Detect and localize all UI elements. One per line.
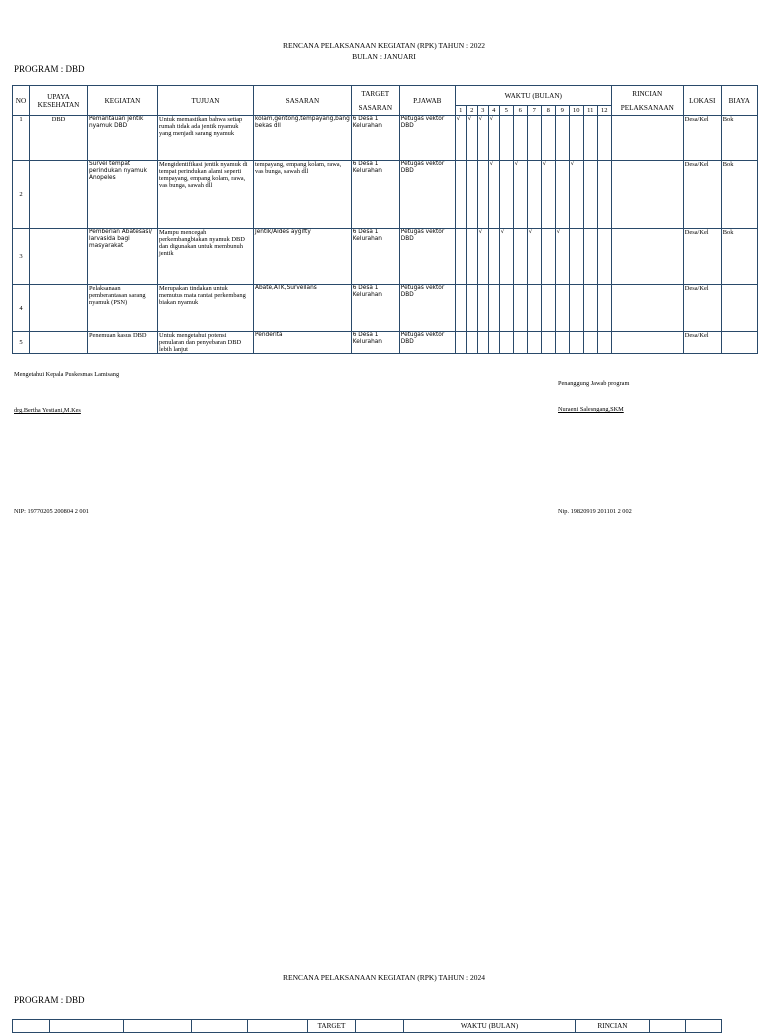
cell-rincian xyxy=(611,332,683,354)
doc2-header-cell xyxy=(650,1020,686,1033)
header-tujuan: TUJUAN xyxy=(158,86,254,116)
cell-pjawab: Petugas vektor DBD xyxy=(399,229,455,285)
header-month: 8 xyxy=(541,106,555,116)
header-month: 11 xyxy=(583,106,597,116)
cell-month-mark xyxy=(466,229,477,285)
cell-month-mark xyxy=(527,332,541,354)
cell-month-mark xyxy=(583,161,597,229)
cell-no: 3 xyxy=(13,229,30,285)
cell-no: 5 xyxy=(13,332,30,354)
cell-no: 4 xyxy=(13,285,30,332)
cell-rincian xyxy=(611,229,683,285)
cell-month-mark xyxy=(597,332,611,354)
cell-month-mark xyxy=(541,229,555,285)
cell-upaya: DBD xyxy=(30,116,88,161)
cell-biaya: Bok xyxy=(721,229,757,285)
cell-pjawab: Petugas vektor DBD xyxy=(399,285,455,332)
cell-month-mark xyxy=(541,285,555,332)
doc2-header-cell xyxy=(248,1020,308,1033)
cell-biaya: Bok xyxy=(721,161,757,229)
cell-month-mark xyxy=(555,116,569,161)
header-rincian: RINCIAN PELAKSANAAN xyxy=(611,86,683,116)
cell-tujuan: Untuk mengetahui potensi penularan dan penyebaran DBD lebih lanjut xyxy=(158,332,254,354)
doc-title: RENCANA PELAKSANAAN KEGIATAN (RPK) TAHUN : 2022 xyxy=(283,41,485,50)
cell-month-mark xyxy=(583,229,597,285)
cell-month-mark xyxy=(597,285,611,332)
signature-right-nip: Nip. 19820919 201101 2 002 xyxy=(558,508,632,515)
cell-month-mark: √ xyxy=(477,116,488,161)
cell-sasaran: kolam,gentong,tempayang,bang bekas dll xyxy=(254,116,352,161)
cell-month-mark xyxy=(513,116,527,161)
cell-month-mark xyxy=(569,285,583,332)
cell-month-mark xyxy=(513,332,527,354)
cell-kegiatan: Survei tempat perindukan nyamuk Anopeles xyxy=(88,161,158,229)
cell-month-mark xyxy=(513,285,527,332)
cell-month-mark xyxy=(499,116,513,161)
cell-month-mark xyxy=(541,332,555,354)
cell-no: 2 xyxy=(13,161,30,229)
header-sasaran: SASARAN xyxy=(254,86,352,116)
cell-lokasi: Desa/Kel xyxy=(683,161,721,229)
cell-month-mark: √ xyxy=(488,161,499,229)
cell-target: 6 Desa 1 Kelurahan xyxy=(351,229,399,285)
doc2-header-cell xyxy=(124,1020,192,1033)
cell-month-mark xyxy=(597,116,611,161)
table-row xyxy=(13,116,758,161)
cell-biaya xyxy=(721,285,757,332)
cell-upaya xyxy=(30,161,88,229)
cell-lokasi: Desa/Kel xyxy=(683,116,721,161)
cell-month-mark xyxy=(488,332,499,354)
cell-month-mark xyxy=(541,116,555,161)
cell-month-mark xyxy=(466,285,477,332)
cell-month-mark: √ xyxy=(555,229,569,285)
cell-month-mark: √ xyxy=(466,116,477,161)
signature-left-nip: NIP: 19770205 200804 2 001 xyxy=(14,508,89,515)
doc2-header-cell xyxy=(192,1020,248,1033)
cell-month-mark xyxy=(455,161,466,229)
cell-month-mark xyxy=(527,285,541,332)
cell-month-mark xyxy=(527,116,541,161)
table-row xyxy=(13,285,758,332)
header-month: 4 xyxy=(488,106,499,116)
table-row xyxy=(13,161,758,229)
cell-sasaran: tempayang, empang kolam, rawa, vas bunga, sawah dll xyxy=(254,161,352,229)
cell-month-mark xyxy=(455,229,466,285)
header-month: 6 xyxy=(513,106,527,116)
doc2-table-header xyxy=(12,1019,722,1033)
cell-month-mark xyxy=(555,285,569,332)
cell-lokasi: Desa/Kel xyxy=(683,229,721,285)
cell-month-mark xyxy=(488,285,499,332)
cell-month-mark xyxy=(499,285,513,332)
cell-biaya xyxy=(721,332,757,354)
doc-subtitle: BULAN : JANUARI xyxy=(352,52,416,61)
cell-month-mark xyxy=(527,161,541,229)
cell-month-mark: √ xyxy=(513,161,527,229)
cell-lokasi: Desa/Kel xyxy=(683,332,721,354)
cell-month-mark xyxy=(488,229,499,285)
cell-tujuan: Untuk memastikan bahwa setiap rumah tidak ada jentik nyamuk yang menjadi sarang nyamuk xyxy=(158,116,254,161)
cell-month-mark: √ xyxy=(569,161,583,229)
cell-month-mark xyxy=(569,229,583,285)
cell-month-mark: √ xyxy=(477,229,488,285)
header-target-sasaran: TARGET SASARAN xyxy=(351,86,399,116)
header-lokasi: LOKASI xyxy=(683,86,721,116)
table-row xyxy=(13,229,758,285)
cell-month-mark xyxy=(477,332,488,354)
header-month: 5 xyxy=(499,106,513,116)
cell-sasaran: Jentik/Aides aygifty xyxy=(254,229,352,285)
signature-right-name: Nuraeni Salesngang,SKM xyxy=(558,406,624,413)
cell-month-mark: √ xyxy=(455,116,466,161)
cell-rincian xyxy=(611,161,683,229)
doc2-header-cell xyxy=(686,1020,722,1033)
table-row xyxy=(13,332,758,354)
header-month: 2 xyxy=(466,106,477,116)
signature-right-title: Penanggung Jawab program xyxy=(558,380,630,387)
cell-tujuan: Mengidentifikasi jentik nyamuk di tempat perindukan alami seperti tempayang, empang kolam, rawa, vas bunga, sawah dll xyxy=(158,161,254,229)
cell-sasaran: Penderita xyxy=(254,332,352,354)
cell-month-mark xyxy=(477,161,488,229)
header-biaya: BIAYA xyxy=(721,86,757,116)
doc2-title: RENCANA PELAKSANAAN KEGIATAN (RPK) TAHUN : 2024 xyxy=(283,973,485,982)
signature-left-title: Mengetahui Kepala Puskesmas Lamisang xyxy=(14,371,120,378)
cell-month-mark xyxy=(455,332,466,354)
cell-target: 6 Desa 1 Kelurahan xyxy=(351,161,399,229)
header-pjawab: P.JAWAB xyxy=(399,86,455,116)
cell-month-mark xyxy=(477,285,488,332)
doc2-header-cell xyxy=(13,1020,50,1033)
cell-month-mark xyxy=(583,332,597,354)
cell-month-mark: √ xyxy=(488,116,499,161)
cell-lokasi: Desa/Kel xyxy=(683,285,721,332)
cell-sasaran: Abate,ATK,Surveilans xyxy=(254,285,352,332)
cell-month-mark xyxy=(569,332,583,354)
header-month: 7 xyxy=(527,106,541,116)
cell-upaya xyxy=(30,229,88,285)
cell-month-mark xyxy=(455,285,466,332)
header-month: 9 xyxy=(555,106,569,116)
cell-month-mark xyxy=(555,161,569,229)
doc2-header-cell xyxy=(50,1020,124,1033)
cell-month-mark xyxy=(555,332,569,354)
header-waktu: WAKTU (BULAN) xyxy=(455,86,611,106)
cell-month-mark xyxy=(466,332,477,354)
header-upaya-kesehatan: UPAYA KESEHATAN xyxy=(30,86,88,116)
cell-no: 1 xyxy=(13,116,30,161)
cell-month-mark xyxy=(499,332,513,354)
cell-pjawab: Petugas vektor DBD xyxy=(399,116,455,161)
rpk-table xyxy=(12,85,758,354)
cell-kegiatan: Penemuan kasus DBD xyxy=(88,332,158,354)
cell-month-mark xyxy=(597,161,611,229)
cell-pjawab: Petugas vektor DBD xyxy=(399,332,455,354)
doc2-header-rincian: RINCIAN xyxy=(576,1020,650,1033)
cell-month-mark: √ xyxy=(527,229,541,285)
doc2-header-target: TARGET xyxy=(308,1020,356,1033)
cell-pjawab: Petugas vektor DBD xyxy=(399,161,455,229)
cell-month-mark xyxy=(597,229,611,285)
doc2-header-cell xyxy=(356,1020,404,1033)
cell-month-mark: √ xyxy=(541,161,555,229)
doc2-header-waktu: WAKTU (BULAN) xyxy=(404,1020,576,1033)
cell-rincian xyxy=(611,116,683,161)
header-month: 3 xyxy=(477,106,488,116)
cell-tujuan: Merupakan tindakan untuk memutus mata rantai perkembang biakan nyamuk xyxy=(158,285,254,332)
cell-target: 6 Desa 1 Kelurahan xyxy=(351,116,399,161)
cell-rincian xyxy=(611,285,683,332)
cell-kegiatan: Pemberian Abatesasi/ larvasida bagi masyarakat xyxy=(88,229,158,285)
cell-month-mark xyxy=(569,116,583,161)
cell-upaya xyxy=(30,332,88,354)
cell-month-mark xyxy=(513,229,527,285)
cell-month-mark xyxy=(466,161,477,229)
doc2-program-label: PROGRAM : DBD xyxy=(14,995,85,1005)
cell-month-mark xyxy=(499,161,513,229)
header-no: NO xyxy=(13,86,30,116)
cell-biaya: Bok xyxy=(721,116,757,161)
header-month: 10 xyxy=(569,106,583,116)
header-month: 1 xyxy=(455,106,466,116)
cell-month-mark xyxy=(583,116,597,161)
cell-target: 6 Desa 1 Kelurahan xyxy=(351,285,399,332)
cell-kegiatan: Pemantauan jentik nyamuk DBD xyxy=(88,116,158,161)
cell-target: 6 Desa 1 Kelurahan xyxy=(351,332,399,354)
program-label: PROGRAM : DBD xyxy=(14,64,85,74)
cell-kegiatan: Pelaksanaan pemberantasan sarang nyamuk (PSN) xyxy=(88,285,158,332)
header-month: 12 xyxy=(597,106,611,116)
signature-left-name: drg.Bertha Yestiani,M.Kes xyxy=(14,407,81,414)
cell-month-mark: √ xyxy=(499,229,513,285)
header-kegiatan: KEGIATAN xyxy=(88,86,158,116)
cell-upaya xyxy=(30,285,88,332)
cell-month-mark xyxy=(583,285,597,332)
cell-tujuan: Mampu mencegah perkembangbiakan nyamuk DBD dan digunakan untuk membunuh jentik xyxy=(158,229,254,285)
